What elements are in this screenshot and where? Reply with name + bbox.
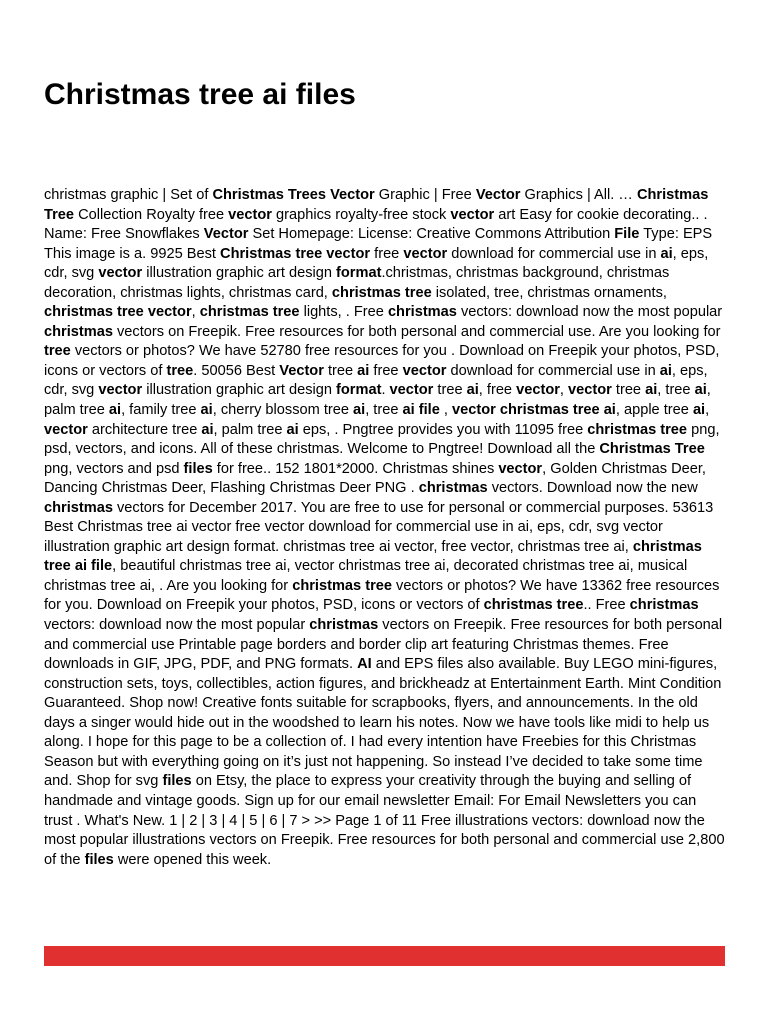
bold-keyword: ai — [466, 382, 479, 399]
bold-keyword: format — [336, 382, 382, 399]
bold-keyword: vector — [98, 265, 143, 282]
text-run: Set Homepage: License: Creative Commons Attribution — [248, 226, 615, 243]
bold-keyword: ai — [286, 421, 299, 438]
bold-keyword: ai — [353, 402, 366, 419]
body-paragraph — [44, 186, 725, 870]
bold-keyword: tree — [44, 343, 71, 360]
text-run: tree — [433, 382, 467, 399]
bold-keyword: christmas — [387, 304, 457, 321]
text-run: , Golden Christmas Deer, Dancing Christmas Deer, Flashing Christmas Deer PNG . — [44, 460, 706, 497]
text-run: , eps, cdr, svg — [44, 245, 709, 282]
text-run: illustration graphic art design — [142, 265, 337, 282]
bold-keyword: vector — [498, 460, 543, 477]
bold-keyword: ai — [201, 421, 214, 438]
bold-keyword: christmas — [418, 480, 488, 497]
bold-keyword: vector — [98, 382, 143, 399]
text-run: vectors for December 2017. You are free to use for personal or commercial purposes. 53613 Best Christmas tree ai vector free vector download for commercial use in ai, eps, cdr, svg vector illustration graphic art design format. christmas tree ai vector, free vector, christmas tree ai, — [44, 499, 714, 555]
text-run: and EPS files also available. Buy LEGO mini-figures, construction sets, toys, collectibles, action figures, and brickheadz at Entertainment Earth. Mint Condition Guaranteed. Shop now! Creative fonts suitable for scrapbooks, flyers, and announcements. In the old days a singer would hide out in the woodshed to learn his notes. Now we have tools like midi to help us along. I hope for this page to be a collection of. I had every intention have Freebies for this Christmas Season but with everything going on it’s just not happening. So instead I’ve decided to take some time and. Shop for svg — [44, 656, 722, 790]
bold-keyword: christmas tree — [199, 304, 300, 321]
text-run: free — [369, 362, 403, 379]
text-run: , palm tree — [213, 421, 287, 438]
bold-keyword: vector — [516, 382, 560, 399]
bold-keyword: Christmas Tree — [599, 441, 705, 458]
text-run: Graphics | All. … — [520, 187, 637, 203]
bold-keyword: vector — [228, 206, 272, 223]
text-run: vectors or photos? We have 52780 free resources for you . Download on Freepik your photos, PSD, icons or vectors of — [44, 343, 720, 379]
text-run: .. Free — [583, 597, 630, 614]
footer-bar — [44, 946, 725, 966]
bold-keyword: vector — [403, 245, 448, 262]
bold-keyword: files — [162, 773, 192, 790]
bold-keyword: AI — [357, 656, 372, 673]
text-run: , free — [478, 382, 517, 399]
bold-keyword: christmas tree — [331, 284, 432, 301]
text-run: graphics royalty-free stock — [271, 206, 451, 223]
text-run: , family tree — [121, 402, 201, 419]
bold-keyword: tree — [166, 362, 194, 379]
text-run: lights, . Free — [299, 304, 388, 321]
text-run: .christmas, christmas background, christmas decoration, christmas lights, christmas card, — [44, 265, 670, 301]
bold-keyword: christmas tree — [292, 577, 392, 594]
text-run: , beautiful christmas tree ai, vector christmas tree ai, decorated christmas tree ai, musical christmas tree ai, . Are you looking for — [44, 558, 688, 594]
text-run: , — [191, 304, 200, 321]
text-run: christmas graphic | Set of — [44, 187, 213, 203]
bold-keyword: files — [183, 460, 213, 477]
bold-keyword: Christmas tree vector — [220, 245, 371, 262]
bold-keyword: vector — [402, 362, 447, 379]
text-run: download for commercial use in — [447, 245, 661, 262]
bold-keyword: File — [614, 226, 640, 243]
page-title: Christmas tree ai files — [44, 78, 356, 111]
bold-keyword: christmas tree — [483, 597, 584, 614]
bold-keyword: christmas tree vector — [44, 304, 192, 321]
text-run: art Easy for cookie decorating.. . Name: Free Snowflakes — [44, 206, 708, 243]
text-run: vectors: download now the most popular — [456, 304, 723, 321]
bold-keyword: vector — [568, 382, 612, 399]
bold-keyword: vector — [44, 421, 88, 438]
text-run: vectors or photos? We have 13362 free resources for you. Download on Freepik your photos, PSD, icons or vectors of — [44, 577, 720, 614]
text-run: vectors: download now the most popular — [44, 617, 310, 634]
text-run: were opened this week. — [113, 851, 272, 868]
text-run: eps, . Pngtree provides you with 11095 free — [298, 421, 588, 438]
text-run: . 50056 Best — [193, 362, 280, 379]
text-run: illustration graphic art design — [142, 382, 337, 399]
text-run: isolated, tree, christmas ornaments, — [431, 284, 667, 301]
bold-keyword: Christmas Trees Vector — [212, 187, 375, 203]
text-run: . — [381, 382, 390, 399]
bold-keyword: files — [84, 851, 114, 868]
bold-keyword: christmas — [309, 617, 379, 634]
bold-keyword: christmas — [44, 499, 113, 516]
text-run: Collection Royalty free — [74, 206, 229, 223]
text-run: , — [559, 382, 569, 399]
bold-keyword: ai — [659, 362, 672, 379]
text-run: , cherry blossom tree — [212, 402, 354, 419]
bold-keyword: Vector — [203, 226, 249, 243]
bold-keyword: christmas tree — [587, 421, 688, 438]
bold-keyword: ai file — [402, 402, 440, 419]
text-run: tree — [611, 382, 646, 399]
text-run: , eps, cdr, svg — [44, 362, 708, 399]
bold-keyword: ai — [692, 402, 706, 419]
bold-keyword: ai — [694, 382, 707, 399]
text-run: Type: EPS This image is a. 9925 Best — [44, 226, 713, 262]
text-run: for free.. 152 1801*2000. Christmas shines — [212, 460, 499, 477]
bold-keyword: Vector — [279, 362, 324, 379]
text-run: png, vectors and psd — [44, 460, 184, 477]
bold-keyword: ai — [200, 402, 213, 419]
bold-keyword: ai — [357, 362, 370, 379]
text-run: , tree — [657, 382, 695, 399]
text-run: tree — [323, 362, 358, 379]
bold-keyword: vector — [389, 382, 434, 399]
text-run: , — [439, 402, 452, 419]
bold-keyword: christmas tree ai file — [44, 538, 702, 575]
bold-keyword: ai — [660, 245, 673, 262]
bold-keyword: format — [336, 265, 382, 282]
text-run: vectors on Freepik. Free resources for both personal and commercial use. Are you looking for — [112, 323, 721, 340]
text-run: png, psd, vectors, and icons. All of these christmas. Welcome to Pngtree! Download all the — [44, 421, 720, 458]
text-run: , apple tree — [615, 402, 693, 419]
text-run: architecture tree — [87, 421, 202, 438]
text-run: vectors. Download now the new — [487, 480, 698, 497]
text-run: , palm tree — [44, 382, 711, 419]
text-run: , — [705, 402, 710, 419]
text-run: free — [370, 245, 404, 262]
text-run: Graphic | Free — [374, 187, 476, 203]
text-run: , tree — [365, 402, 403, 419]
bold-keyword: ai — [108, 402, 122, 419]
text-run: download for commercial use in — [446, 362, 660, 379]
bold-keyword: vector — [450, 206, 495, 223]
bold-keyword: christmas — [44, 323, 113, 340]
bold-keyword: Christmas Tree — [44, 187, 709, 223]
bold-keyword: vector christmas tree ai — [452, 402, 616, 419]
bold-keyword: ai — [645, 382, 658, 399]
bold-keyword: Vector — [475, 187, 521, 203]
text-run: on Etsy, the place to express your creativity through the buying and selling of handmade and vintage goods. Sign up for our email newsletter Email: For Email Newsletters you can trust . What's New. 1 | 2 | 3 | 4 | 5 | 6 | 7 > >> Page 1 of 11 Free illustrations vectors: download now the most popular illustrations vectors on Freepik. Free resources for both personal and commercial use 2,800 of the — [44, 773, 725, 868]
bold-keyword: christmas — [629, 597, 699, 614]
text-run: vectors on Freepik. Free resources for both personal and commercial use Printable page borders and border clip art featuring Christmas themes. Free downloads in GIF, JPG, PDF, and PNG formats. — [44, 617, 723, 673]
